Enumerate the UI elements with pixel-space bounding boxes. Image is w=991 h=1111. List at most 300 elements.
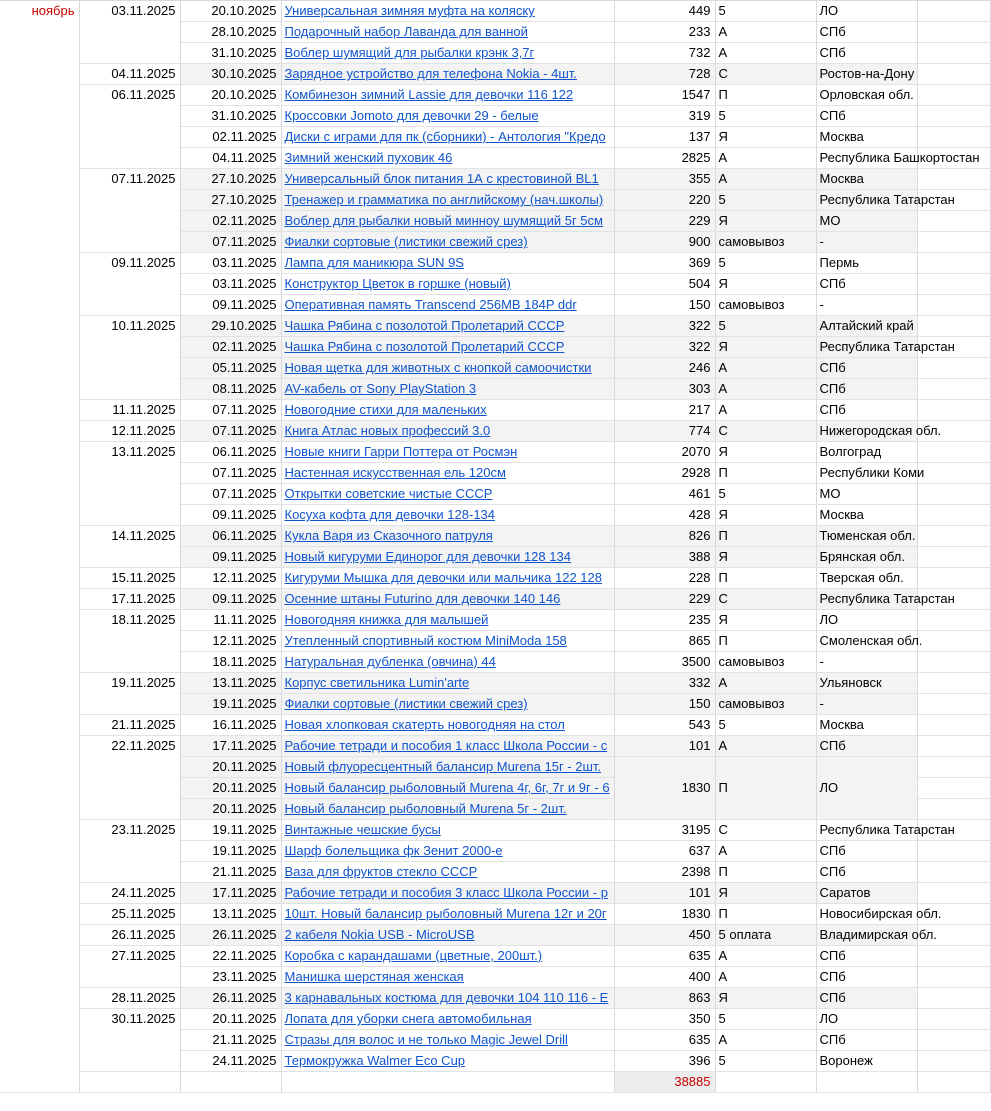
price-cell[interactable]: 774: [614, 421, 715, 442]
delivery-code-cell[interactable]: Я: [715, 274, 816, 295]
item-link[interactable]: 2 кабеля Nokia USB - MicroUSB: [284, 927, 475, 942]
item-cell[interactable]: [281, 148, 614, 169]
region-cell[interactable]: МО: [816, 211, 917, 232]
group-date-cell[interactable]: 30.11.2025: [79, 1009, 180, 1072]
item-link[interactable]: Манишка шерстяная женская: [284, 969, 464, 984]
price-cell[interactable]: 732: [614, 43, 715, 64]
region-cell[interactable]: Ростов-на-Дону: [816, 64, 917, 85]
delivery-code-cell[interactable]: Я: [715, 211, 816, 232]
price-cell[interactable]: 3500: [614, 652, 715, 673]
empty-cell[interactable]: [917, 1051, 990, 1072]
item-link[interactable]: Зимний женский пуховик 46: [284, 150, 453, 165]
empty-cell[interactable]: [917, 106, 990, 127]
item-link[interactable]: Коробка с карандашами (цветные, 200шт.): [284, 948, 543, 963]
empty-cell[interactable]: [917, 64, 990, 85]
region-cell[interactable]: Брянская обл.: [816, 547, 917, 568]
item-link[interactable]: Универсальный блок питания 1А с крестовиной BL1: [284, 171, 599, 186]
region-cell[interactable]: СПб: [816, 379, 917, 400]
item-cell[interactable]: [281, 526, 614, 547]
empty-cell[interactable]: [917, 274, 990, 295]
price-cell[interactable]: 319: [614, 106, 715, 127]
price-cell[interactable]: 233: [614, 22, 715, 43]
order-date-cell[interactable]: 06.11.2025: [180, 442, 281, 463]
item-cell[interactable]: [281, 694, 614, 715]
empty-cell[interactable]: [917, 1030, 990, 1051]
delivery-code-cell[interactable]: А: [715, 841, 816, 862]
empty-cell[interactable]: [917, 778, 990, 799]
delivery-code-cell[interactable]: самовывоз: [715, 652, 816, 673]
region-cell[interactable]: Воронеж: [816, 1051, 917, 1072]
delivery-code-cell[interactable]: П: [715, 757, 816, 820]
item-link[interactable]: Корпус светильника Lumin'arte: [284, 675, 470, 690]
item-link[interactable]: Новогодняя книжка для малышей: [284, 612, 489, 627]
region-cell[interactable]: Республика Татарстан: [816, 190, 917, 211]
order-date-cell[interactable]: 06.11.2025: [180, 526, 281, 547]
price-cell[interactable]: 635: [614, 946, 715, 967]
price-cell[interactable]: 728: [614, 64, 715, 85]
order-date-cell[interactable]: 20.11.2025: [180, 1009, 281, 1030]
delivery-code-cell[interactable]: П: [715, 631, 816, 652]
region-cell[interactable]: Алтайский край: [816, 316, 917, 337]
item-cell[interactable]: [281, 736, 614, 757]
delivery-code-cell[interactable]: Я: [715, 127, 816, 148]
delivery-code-cell[interactable]: А: [715, 1030, 816, 1051]
item-link[interactable]: Натуральная дубленка (овчина) 44: [284, 654, 496, 669]
price-cell[interactable]: 863: [614, 988, 715, 1009]
group-date-cell[interactable]: 09.11.2025: [79, 253, 180, 316]
price-cell[interactable]: 2070: [614, 442, 715, 463]
region-cell[interactable]: Пермь: [816, 253, 917, 274]
price-cell[interactable]: 428: [614, 505, 715, 526]
item-cell[interactable]: [281, 1030, 614, 1051]
price-cell[interactable]: 246: [614, 358, 715, 379]
region-cell[interactable]: СПб: [816, 358, 917, 379]
item-link[interactable]: Фиалки сортовые (листики свежий срез): [284, 234, 528, 249]
item-cell[interactable]: [281, 610, 614, 631]
delivery-code-cell[interactable]: 5: [715, 316, 816, 337]
region-cell[interactable]: Смоленская обл.: [816, 631, 917, 652]
price-cell[interactable]: 1547: [614, 85, 715, 106]
region-cell[interactable]: Республика Татарстан: [816, 820, 917, 841]
order-date-cell[interactable]: 09.11.2025: [180, 295, 281, 316]
group-date-cell[interactable]: 18.11.2025: [79, 610, 180, 673]
price-cell[interactable]: 235: [614, 610, 715, 631]
price-cell[interactable]: 1830: [614, 757, 715, 820]
order-date-cell[interactable]: 02.11.2025: [180, 337, 281, 358]
order-date-cell[interactable]: 04.11.2025: [180, 148, 281, 169]
delivery-code-cell[interactable]: А: [715, 967, 816, 988]
empty-cell[interactable]: [917, 799, 990, 820]
item-cell[interactable]: [281, 337, 614, 358]
region-cell[interactable]: СПб: [816, 274, 917, 295]
item-cell[interactable]: [281, 799, 614, 820]
order-date-cell[interactable]: 21.11.2025: [180, 862, 281, 883]
region-cell[interactable]: ЛО: [816, 1009, 917, 1030]
empty-cell[interactable]: [917, 505, 990, 526]
order-date-cell[interactable]: 20.11.2025: [180, 799, 281, 820]
group-date-cell[interactable]: 10.11.2025: [79, 316, 180, 400]
order-date-cell[interactable]: 05.11.2025: [180, 358, 281, 379]
region-cell[interactable]: Ульяновск: [816, 673, 917, 694]
price-cell[interactable]: 388: [614, 547, 715, 568]
item-cell[interactable]: [281, 295, 614, 316]
region-cell[interactable]: -: [816, 232, 917, 253]
region-cell[interactable]: -: [816, 295, 917, 316]
item-link[interactable]: Осенние штаны Futurino для девочки 140 146: [284, 591, 561, 606]
item-cell[interactable]: [281, 64, 614, 85]
price-cell[interactable]: 396: [614, 1051, 715, 1072]
item-link[interactable]: Термокружка Walmer Eco Cup: [284, 1053, 466, 1068]
item-cell[interactable]: [281, 883, 614, 904]
group-date-cell[interactable]: 23.11.2025: [79, 820, 180, 883]
order-date-cell[interactable]: 19.11.2025: [180, 820, 281, 841]
item-link[interactable]: Лампа для маникюра SUN 9S: [284, 255, 464, 270]
price-cell[interactable]: 461: [614, 484, 715, 505]
price-cell[interactable]: 369: [614, 253, 715, 274]
price-cell[interactable]: 101: [614, 883, 715, 904]
empty-cell[interactable]: [917, 1009, 990, 1030]
order-date-cell[interactable]: 29.10.2025: [180, 316, 281, 337]
group-date-cell[interactable]: 03.11.2025: [79, 1, 180, 64]
empty-cell[interactable]: [917, 85, 990, 106]
group-date-cell[interactable]: 26.11.2025: [79, 925, 180, 946]
order-date-cell[interactable]: 02.11.2025: [180, 211, 281, 232]
item-link[interactable]: Кигуруми Мышка для девочки или мальчика 122 128: [284, 570, 602, 585]
item-cell[interactable]: [281, 673, 614, 694]
item-cell[interactable]: [281, 841, 614, 862]
delivery-code-cell[interactable]: П: [715, 526, 816, 547]
region-cell[interactable]: СПб: [816, 106, 917, 127]
region-cell[interactable]: Владимирская обл.: [816, 925, 917, 946]
empty-cell[interactable]: [917, 295, 990, 316]
item-cell[interactable]: [281, 568, 614, 589]
order-date-cell[interactable]: 17.11.2025: [180, 736, 281, 757]
price-cell[interactable]: 1830: [614, 904, 715, 925]
delivery-code-cell[interactable]: А: [715, 379, 816, 400]
price-cell[interactable]: 303: [614, 379, 715, 400]
price-cell[interactable]: 228: [614, 568, 715, 589]
item-cell[interactable]: [281, 316, 614, 337]
item-link[interactable]: Новые книги Гарри Поттера от Росмэн: [284, 444, 518, 459]
group-date-cell[interactable]: 13.11.2025: [79, 442, 180, 526]
price-cell[interactable]: 220: [614, 190, 715, 211]
empty-cell[interactable]: [917, 43, 990, 64]
price-cell[interactable]: 101: [614, 736, 715, 757]
group-date-cell[interactable]: 21.11.2025: [79, 715, 180, 736]
empty-cell[interactable]: [715, 1072, 816, 1093]
delivery-code-cell[interactable]: Я: [715, 337, 816, 358]
region-cell[interactable]: СПб: [816, 22, 917, 43]
item-cell[interactable]: [281, 862, 614, 883]
item-cell[interactable]: [281, 232, 614, 253]
item-link[interactable]: 3 карнавальных костюма для девочки 104 110 116 - Е: [284, 990, 609, 1005]
region-cell[interactable]: Орловская обл.: [816, 85, 917, 106]
item-link[interactable]: Воблер шумящий для рыбалки крэнк 3,7г: [284, 45, 535, 60]
delivery-code-cell[interactable]: А: [715, 358, 816, 379]
empty-cell[interactable]: [917, 211, 990, 232]
item-link[interactable]: Диски с играми для пк (сборники) - Антология "Кредо: [284, 129, 606, 144]
region-cell[interactable]: Саратов: [816, 883, 917, 904]
empty-cell[interactable]: [180, 1072, 281, 1093]
order-date-cell[interactable]: 27.10.2025: [180, 190, 281, 211]
item-cell[interactable]: [281, 358, 614, 379]
item-cell[interactable]: [281, 757, 614, 778]
region-cell[interactable]: МО: [816, 484, 917, 505]
price-cell[interactable]: 450: [614, 925, 715, 946]
delivery-code-cell[interactable]: 5: [715, 484, 816, 505]
delivery-code-cell[interactable]: А: [715, 148, 816, 169]
region-cell[interactable]: ЛО: [816, 610, 917, 631]
order-date-cell[interactable]: 23.11.2025: [180, 967, 281, 988]
item-link[interactable]: Тренажер и грамматика по английскому (нач.школы): [284, 192, 604, 207]
item-link[interactable]: Комбинезон зимний Lassie для девочки 116 122: [284, 87, 574, 102]
group-date-cell[interactable]: 24.11.2025: [79, 883, 180, 904]
item-link[interactable]: Новый балансир рыболовный Murena 4г, 6г, 7г и 9г - 6: [284, 780, 610, 795]
delivery-code-cell[interactable]: 5: [715, 190, 816, 211]
group-date-cell[interactable]: 06.11.2025: [79, 85, 180, 169]
order-date-cell[interactable]: 20.11.2025: [180, 757, 281, 778]
item-cell[interactable]: [281, 127, 614, 148]
order-date-cell[interactable]: 22.11.2025: [180, 946, 281, 967]
order-date-cell[interactable]: 07.11.2025: [180, 463, 281, 484]
empty-cell[interactable]: [917, 442, 990, 463]
empty-cell[interactable]: [917, 841, 990, 862]
month-cell[interactable]: ноябрь: [0, 1, 79, 1093]
delivery-code-cell[interactable]: 5: [715, 253, 816, 274]
region-cell[interactable]: Тюменская обл.: [816, 526, 917, 547]
empty-cell[interactable]: [917, 946, 990, 967]
price-cell[interactable]: 865: [614, 631, 715, 652]
empty-cell[interactable]: [917, 526, 990, 547]
item-link[interactable]: Рабочие тетради и пособия 1 класс Школа России - с: [284, 738, 608, 753]
empty-cell[interactable]: [917, 232, 990, 253]
delivery-code-cell[interactable]: А: [715, 43, 816, 64]
region-cell[interactable]: СПб: [816, 862, 917, 883]
item-link[interactable]: Универсальная зимняя муфта на коляску: [284, 3, 535, 18]
order-date-cell[interactable]: 28.10.2025: [180, 22, 281, 43]
group-date-cell[interactable]: 27.11.2025: [79, 946, 180, 988]
order-date-cell[interactable]: 09.11.2025: [180, 505, 281, 526]
empty-cell[interactable]: [917, 22, 990, 43]
item-link[interactable]: Оперативная память Transcend 256MB 184P ddr: [284, 297, 577, 312]
item-cell[interactable]: [281, 820, 614, 841]
group-date-cell[interactable]: 19.11.2025: [79, 673, 180, 715]
delivery-code-cell[interactable]: Я: [715, 988, 816, 1009]
order-date-cell[interactable]: 12.11.2025: [180, 568, 281, 589]
price-cell[interactable]: 400: [614, 967, 715, 988]
item-cell[interactable]: [281, 946, 614, 967]
item-cell[interactable]: [281, 106, 614, 127]
empty-cell[interactable]: [917, 967, 990, 988]
empty-cell[interactable]: [816, 1072, 917, 1093]
order-date-cell[interactable]: 26.11.2025: [180, 925, 281, 946]
region-cell[interactable]: Тверская обл.: [816, 568, 917, 589]
item-cell[interactable]: [281, 22, 614, 43]
item-link[interactable]: Новая хлопковая скатерть новогодняя на стол: [284, 717, 565, 732]
empty-cell[interactable]: [79, 1072, 180, 1093]
region-cell[interactable]: СПб: [816, 841, 917, 862]
group-date-cell[interactable]: 28.11.2025: [79, 988, 180, 1009]
region-cell[interactable]: Москва: [816, 715, 917, 736]
empty-cell[interactable]: [917, 568, 990, 589]
item-link[interactable]: Открытки советские чистые СССР: [284, 486, 493, 501]
empty-cell[interactable]: [917, 736, 990, 757]
item-link[interactable]: Ваза для фруктов стекло СССР: [284, 864, 478, 879]
item-cell[interactable]: [281, 400, 614, 421]
order-date-cell[interactable]: 19.11.2025: [180, 694, 281, 715]
empty-cell[interactable]: [917, 652, 990, 673]
empty-cell[interactable]: [917, 379, 990, 400]
item-cell[interactable]: [281, 379, 614, 400]
empty-cell[interactable]: [917, 610, 990, 631]
delivery-code-cell[interactable]: самовывоз: [715, 295, 816, 316]
delivery-code-cell[interactable]: 5: [715, 106, 816, 127]
price-cell[interactable]: 900: [614, 232, 715, 253]
region-cell[interactable]: Республика Татарстан: [816, 337, 917, 358]
item-cell[interactable]: [281, 1, 614, 22]
item-link[interactable]: Новогодние стихи для маленьких: [284, 402, 487, 417]
empty-cell[interactable]: [917, 1072, 990, 1093]
group-date-cell[interactable]: 14.11.2025: [79, 526, 180, 568]
empty-cell[interactable]: [917, 631, 990, 652]
delivery-code-cell[interactable]: 5: [715, 1, 816, 22]
price-cell[interactable]: 449: [614, 1, 715, 22]
region-cell[interactable]: Республики Коми: [816, 463, 917, 484]
price-cell[interactable]: 3195: [614, 820, 715, 841]
order-date-cell[interactable]: 21.11.2025: [180, 1030, 281, 1051]
delivery-code-cell[interactable]: 5: [715, 1009, 816, 1030]
item-link[interactable]: Рабочие тетради и пособия 3 класс Школа России - р: [284, 885, 608, 900]
group-date-cell[interactable]: 17.11.2025: [79, 589, 180, 610]
region-cell[interactable]: СПб: [816, 1030, 917, 1051]
empty-cell[interactable]: [917, 316, 990, 337]
item-link[interactable]: Кукла Варя из Сказочного патруля: [284, 528, 493, 543]
item-link[interactable]: Новый флуоресцентный балансир Murena 15г - 2шт.: [284, 759, 602, 774]
price-cell[interactable]: 217: [614, 400, 715, 421]
order-date-cell[interactable]: 07.11.2025: [180, 421, 281, 442]
delivery-code-cell[interactable]: П: [715, 85, 816, 106]
item-cell[interactable]: [281, 547, 614, 568]
item-cell[interactable]: [281, 778, 614, 799]
group-date-cell[interactable]: 12.11.2025: [79, 421, 180, 442]
item-link[interactable]: Стразы для волос и не только Magic Jewel Drill: [284, 1032, 568, 1047]
order-date-cell[interactable]: 13.11.2025: [180, 904, 281, 925]
region-cell[interactable]: -: [816, 694, 917, 715]
item-cell[interactable]: [281, 85, 614, 106]
order-date-cell[interactable]: 18.11.2025: [180, 652, 281, 673]
empty-cell[interactable]: [917, 358, 990, 379]
empty-cell[interactable]: [917, 883, 990, 904]
empty-cell[interactable]: [917, 862, 990, 883]
region-cell[interactable]: СПб: [816, 946, 917, 967]
price-cell[interactable]: 332: [614, 673, 715, 694]
region-cell[interactable]: ЛО: [816, 1, 917, 22]
group-date-cell[interactable]: 04.11.2025: [79, 64, 180, 85]
item-cell[interactable]: [281, 631, 614, 652]
region-cell[interactable]: ЛО: [816, 757, 917, 820]
order-date-cell[interactable]: 24.11.2025: [180, 1051, 281, 1072]
region-cell[interactable]: СПб: [816, 736, 917, 757]
region-cell[interactable]: СПб: [816, 967, 917, 988]
item-link[interactable]: Лопата для уборки снега автомобильная: [284, 1011, 532, 1026]
empty-cell[interactable]: [917, 463, 990, 484]
empty-cell[interactable]: [917, 253, 990, 274]
item-cell[interactable]: [281, 652, 614, 673]
delivery-code-cell[interactable]: Я: [715, 547, 816, 568]
item-link[interactable]: Винтажные чешские бусы: [284, 822, 441, 837]
item-link[interactable]: Утепленный спортивный костюм MiniModa 158: [284, 633, 567, 648]
item-link[interactable]: Зарядное устройство для телефона Nokia - 4шт.: [284, 66, 577, 81]
order-date-cell[interactable]: 03.11.2025: [180, 274, 281, 295]
order-date-cell[interactable]: 09.11.2025: [180, 589, 281, 610]
item-cell[interactable]: [281, 442, 614, 463]
delivery-code-cell[interactable]: С: [715, 820, 816, 841]
price-cell[interactable]: 322: [614, 337, 715, 358]
region-cell[interactable]: Москва: [816, 169, 917, 190]
order-date-cell[interactable]: 16.11.2025: [180, 715, 281, 736]
order-date-cell[interactable]: 03.11.2025: [180, 253, 281, 274]
region-cell[interactable]: Москва: [816, 505, 917, 526]
delivery-code-cell[interactable]: П: [715, 568, 816, 589]
delivery-code-cell[interactable]: А: [715, 673, 816, 694]
item-link[interactable]: Подарочный набор Лаванда для ванной: [284, 24, 528, 39]
item-link[interactable]: Новый кигуруми Единорог для девочки 128 134: [284, 549, 571, 564]
item-link[interactable]: Косуха кофта для девочки 128-134: [284, 507, 496, 522]
order-date-cell[interactable]: 02.11.2025: [180, 127, 281, 148]
price-cell[interactable]: 635: [614, 1030, 715, 1051]
price-cell[interactable]: 2398: [614, 862, 715, 883]
empty-cell[interactable]: [917, 988, 990, 1009]
price-cell[interactable]: 2825: [614, 148, 715, 169]
item-cell[interactable]: [281, 190, 614, 211]
item-link[interactable]: Чашка Рябина с позолотой Пролетарий СССР: [284, 318, 565, 333]
price-cell[interactable]: 150: [614, 295, 715, 316]
empty-cell[interactable]: [917, 715, 990, 736]
delivery-code-cell[interactable]: С: [715, 421, 816, 442]
item-cell[interactable]: [281, 463, 614, 484]
item-cell[interactable]: [281, 43, 614, 64]
price-cell[interactable]: 543: [614, 715, 715, 736]
item-cell[interactable]: [281, 967, 614, 988]
order-date-cell[interactable]: 20.10.2025: [180, 85, 281, 106]
region-cell[interactable]: Волгоград: [816, 442, 917, 463]
empty-cell[interactable]: [917, 400, 990, 421]
item-link[interactable]: Воблер для рыбалки новый минноу шумящий 5г 5см: [284, 213, 603, 228]
item-link[interactable]: Чашка Рябина с позолотой Пролетарий СССР: [284, 339, 565, 354]
item-cell[interactable]: [281, 925, 614, 946]
order-date-cell[interactable]: 13.11.2025: [180, 673, 281, 694]
region-cell[interactable]: Республика Башкортостан: [816, 148, 917, 169]
item-cell[interactable]: [281, 715, 614, 736]
delivery-code-cell[interactable]: Я: [715, 610, 816, 631]
price-cell[interactable]: 137: [614, 127, 715, 148]
price-cell[interactable]: 229: [614, 589, 715, 610]
price-cell[interactable]: 350: [614, 1009, 715, 1030]
order-date-cell[interactable]: 20.10.2025: [180, 1, 281, 22]
delivery-code-cell[interactable]: А: [715, 400, 816, 421]
item-link[interactable]: Кроссовки Jomoto для девочки 29 - белые: [284, 108, 539, 123]
delivery-code-cell[interactable]: С: [715, 64, 816, 85]
order-date-cell[interactable]: 27.10.2025: [180, 169, 281, 190]
price-cell[interactable]: 826: [614, 526, 715, 547]
order-date-cell[interactable]: 30.10.2025: [180, 64, 281, 85]
delivery-code-cell[interactable]: самовывоз: [715, 232, 816, 253]
price-cell[interactable]: 322: [614, 316, 715, 337]
price-cell[interactable]: 2928: [614, 463, 715, 484]
region-cell[interactable]: Нижегородская обл.: [816, 421, 917, 442]
order-date-cell[interactable]: 07.11.2025: [180, 400, 281, 421]
delivery-code-cell[interactable]: Я: [715, 883, 816, 904]
